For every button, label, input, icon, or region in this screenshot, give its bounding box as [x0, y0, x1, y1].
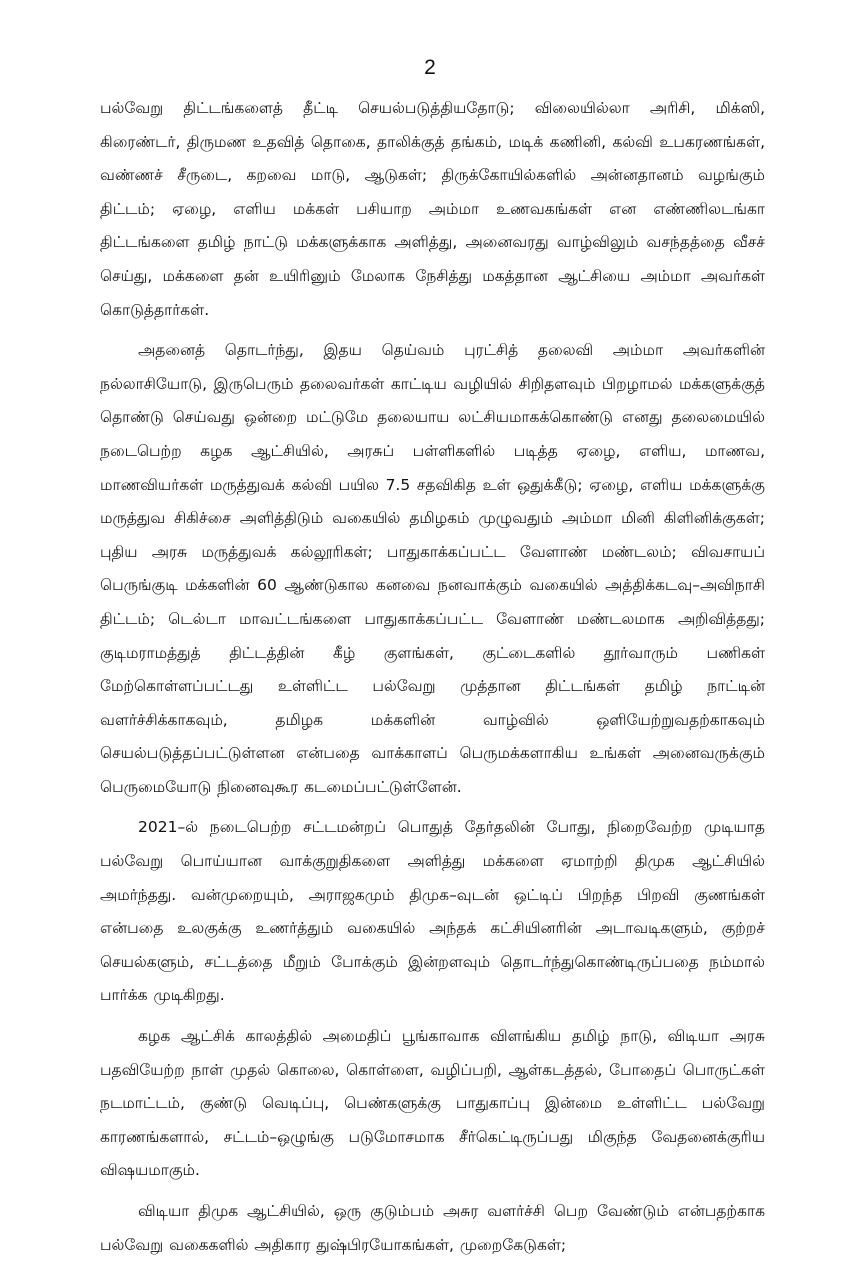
paragraph-2021-election: 2021–ல் நடைபெற்ற சட்டமன்றப் பொதுத் தேர்தலின் போது, நிறைவேற்ற முடியாத பல்வேறு பொய்யான வாக்குறுதிகளை அளித்து மக்களை ஏமாற்றி திமுக ஆட்சியில் அமர்ந்தது. வன்முறையும், அராஜகமும் திமுக–வுடன் ஒட்டிப் பிறந்த பிறவி குணங்கள் என்பதை உலகுக்கு உணர்த்தும் வகையில் அந்தக் கட்சியினரின் அடாவடிகளும், குற்றச் செயல்களும், சட்டத்தை மீறும் போக்கும் இன்றளவும் தொடர்ந்துகொண்டிருப்பதை நம்மால் பார்க்க முடிகிறது. [100, 818, 765, 1005]
paragraph-abuse-of-power: விடியா திமுக ஆட்சியில், ஒரு குடும்பம் அசுர வளர்ச்சி பெற வேண்டும் என்பதற்காக பல்வேறு வகைகளில் அதிகார துஷ்பிரயோகங்கள், முறைகேடுகள்; [100, 1202, 765, 1254]
paragraph-schemes-list: பல்வேறு திட்டங்களைத் தீட்டி செயல்படுத்தியதோடு; விலையில்லா அரிசி, மிக்ஸி, கிரைண்டர், திருமண உதவித் தொகை, தாலிக்குத் தங்கம், மடிக் கணினி, கல்வி உபகரணங்கள், வண்ணச் சீருடை, கறவை மாடு, ஆடுகள்; திருக்கோயில்களில் அன்னதானம் வழங்கும் திட்டம்; ஏழை, எளிய மக்கள் பசியாற அம்மா உணவகங்கள் என எண்ணிலடங்கா திட்டங்களை தமிழ் நாட்டு மக்களுக்காக அளித்து, அனைவரது வாழ்விலும் வசந்தத்தை வீசச் செய்து, மக்களை தன் உயிரினும் மேலாக நேசித்து மகத்தான ஆட்சியை அம்மா அவர்கள் கொடுத்தார்கள். [100, 99, 765, 319]
page-number: 2 [424, 56, 436, 79]
paragraph-law-and-order: கழக ஆட்சிக் காலத்தில் அமைதிப் பூங்காவாக விளங்கிய தமிழ் நாடு, விடியா அரசு பதவியேற்ற நாள் முதல் கொலை, கொள்ளை, வழிப்பறி, ஆள்கடத்தல், போதைப் பொருட்கள் நடமாட்டம், குண்டு வெடிப்பு, பெண்களுக்கு பாதுகாப்பு இன்மை உள்ளிட்ட பல்வேறு காரணங்களால், சட்டம்–ஒழுங்கு படுமோசமாக சீர்கெட்டிருப்பது மிகுந்த வேதனைக்குரிய விஷயமாகும். [100, 1027, 765, 1180]
body-text [100, 92, 765, 1262]
paragraph-admin-achievements: அதனைத் தொடர்ந்து, இதய தெய்வம் புரட்சித் தலைவி அம்மா அவர்களின் நல்லாசியோடு, இருபெரும் தலைவர்கள் காட்டிய வழியில் சிறிதளவும் பிறழாமல் மக்களுக்குத் தொண்டு செய்வது ஒன்றை மட்டுமே தலையாய லட்சியமாகக்கொண்டு எனது தலைமையில் நடைபெற்ற கழக ஆட்சியில், அரசுப் பள்ளிகளில் படித்த ஏழை, எளிய, மாணவ, மாணவியர்கள் மருத்துவக் கல்வி பயில 7.5 சதவிகித உள் ஒதுக்கீடு; ஏழை, எளிய மக்களுக்கு மருத்துவ சிகிச்சை அளித்திடும் வகையில் தமிழகம் முழுவதும் அம்மா மினி கிளினிக்குகள்; புதிய அரசு மருத்துவக் கல்லூரிகள்; பாதுகாக்கப்பட்ட வேளாண் மண்டலம்; விவசாயப் பெருங்குடி மக்களின் 60 ஆண்டுகால கனவை நனவாக்கும் வகையில் அத்திக்கடவு–அவிநாசி திட்டம்; டெல்டா மாவட்டங்களை பாதுகாக்கப்பட்ட வேளாண் மண்டலமாக அறிவித்தது; குடிமராமத்துத் திட்டத்தின் கீழ் குளங்கள், குட்டைகளில் தூர்வாரும் பணிகள் மேற்கொள்ளப்பட்டது உள்ளிட்ட பல்வேறு முத்தான திட்டங்கள் தமிழ் நாட்டின் வளர்ச்சிக்காகவும், தமிழக மக்களின் வாழ்வில் ஒளியேற்றுவதற்காகவும் செயல்படுத்தப்பட்டுள்ளன என்பதை வாக்காளப் பெருமக்களாகிய உங்கள் அனைவருக்கும் பெருமையோடு நினைவுகூர கடமைப்பட்டுள்ளேன். [100, 341, 765, 796]
